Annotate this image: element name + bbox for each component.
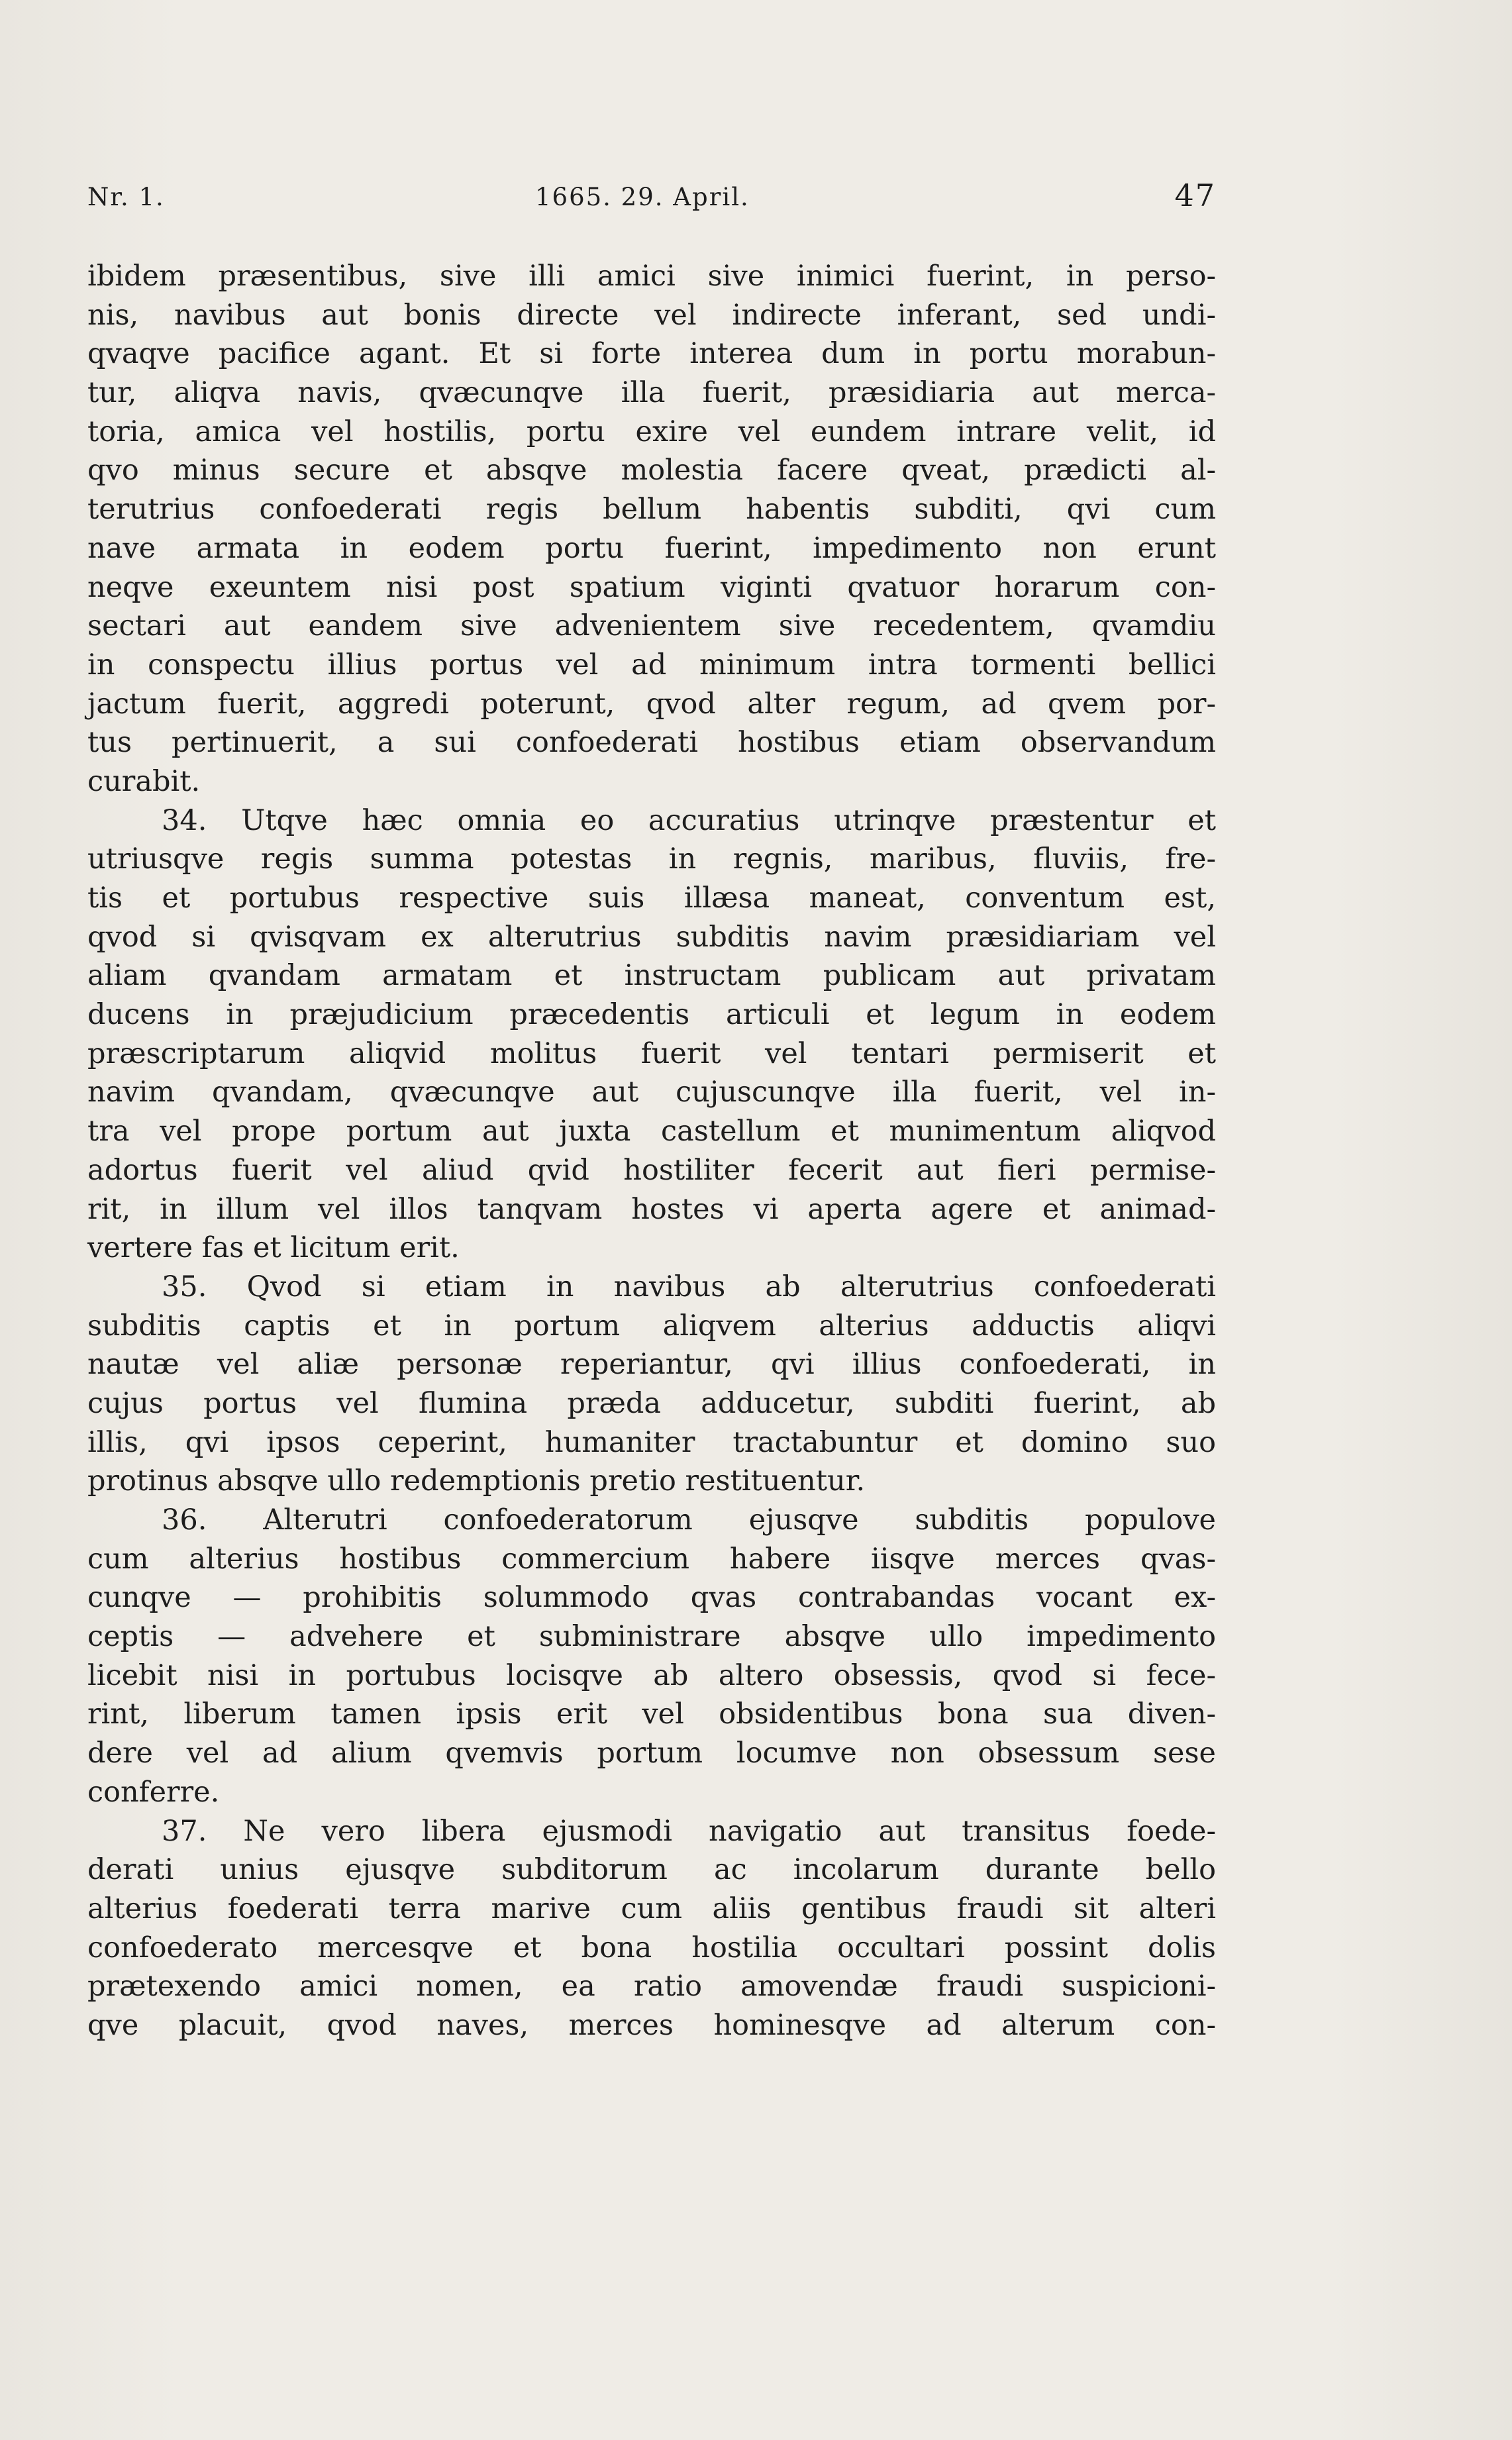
text-line: licebit nisi in portubus locisqve ab altero obsessis, qvod si fece- (87, 1658, 1216, 1692)
text-line: 35. Qvod si etiam in navibus ab alterutrius confoederati (162, 1270, 1216, 1303)
text-line: qve placuit, qvod naves, merces hominesqve ad alterum con- (87, 2008, 1216, 2042)
text-line: qvod si qvisqvam ex alterutrius subditis navim præsidiariam vel (87, 920, 1216, 954)
text-line: utriusqve regis summa potestas in regnis, maribus, fluviis, fre- (87, 842, 1216, 876)
text-line: tis et portubus respective suis illæsa maneat, conventum est, (87, 882, 1216, 915)
text-line: jactum fuerit, aggredi poterunt, qvod alter regum, ad qvem por- (87, 687, 1216, 721)
text-line: ibidem præsentibus, sive illi amici sive inimici fuerint, in perso- (87, 260, 1216, 293)
text-line: qvo minus secure et absqve molestia facere qveat, prædicti al- (87, 454, 1216, 487)
text-line: 37. Ne vero libera ejusmodi navigatio aut transitus foede- (162, 1814, 1216, 1848)
text-line: qvaqve pacifice agant. Et si forte interea dum in portu morabun- (87, 337, 1216, 371)
document-number: Nr. 1. (87, 183, 165, 211)
text-line: præscriptarum aliqvid molitus fuerit vel tentari permiserit et (87, 1037, 1216, 1070)
text-line: nautæ vel aliæ personæ reperiantur, qvi illius confoederati, in (87, 1348, 1216, 1382)
text-line: adortus fuerit vel aliud qvid hostiliter fecerit aut fieri permise- (87, 1153, 1216, 1187)
text-line: dere vel ad alium qvemvis portum locumve non obsessum sese (87, 1737, 1216, 1770)
text-line: prætexendo amici nomen, ea ratio amovendæ fraudi suspicioni- (87, 1970, 1216, 2004)
text-line: in conspectu illius portus vel ad minimum intra tormenti bellici (87, 648, 1216, 682)
text-line: 36. Alterutri confoederatorum ejusqve subditis populove (162, 1503, 1216, 1537)
text-line: sectari aut eandem sive advenientem sive recedentem, qvamdiu (87, 609, 1216, 643)
text-line: illis, qvi ipsos ceperint, humaniter tractabuntur et domino suo (87, 1425, 1216, 1459)
text-line: ceptis — advehere et subministrare absqve ullo impedimento (87, 1620, 1216, 1654)
running-head (87, 178, 1216, 217)
text-line: derati unius ejusqve subditorum ac incolarum durante bello (87, 1853, 1216, 1887)
text-line: neqve exeuntem nisi post spatium viginti qvatuor horarum con- (87, 570, 1216, 604)
text-line: conferre. (87, 1775, 220, 1809)
text-line: toria, amica vel hostilis, portu exire vel eundem intrare velit, id (87, 415, 1216, 448)
text-line: nave armata in eodem portu fuerint, impedimento non erunt (87, 531, 1216, 565)
text-line: terutrius confoederati regis bellum habentis subditi, qvi cum (87, 493, 1216, 527)
document-date: 1665. 29. April. (535, 183, 750, 211)
text-line: rit, in illum vel illos tanqvam hostes vi aperta agere et animad- (87, 1192, 1216, 1226)
text-line: ducens in præjudicium præcedentis articuli et legum in eodem (87, 998, 1216, 1032)
text-line: subditis captis et in portum aliqvem alterius adductis aliqvi (87, 1309, 1216, 1343)
text-line: nis, navibus aut bonis directe vel indirecte inferant, sed undi- (87, 298, 1216, 332)
text-line: tra vel prope portum aut juxta castellum et munimentum aliqvod (87, 1115, 1216, 1148)
text-line: protinus absqve ullo redemptionis pretio restituentur. (87, 1464, 866, 1498)
text-line: 34. Utqve hæc omnia eo accuratius utrinqve præstentur et (162, 803, 1216, 837)
body-text (87, 257, 1216, 2045)
text-line: alterius foederati terra marive cum aliis gentibus fraudi sit alteri (87, 1892, 1216, 1925)
text-line: confoederato mercesqve et bona hostilia occultari possint dolis (87, 1931, 1216, 1964)
text-line: cunqve — prohibitis solummodo qvas contrabandas vocant ex- (87, 1581, 1216, 1615)
text-line: cum alterius hostibus commercium habere iisqve merces qvas- (87, 1542, 1216, 1576)
text-line: tus pertinuerit, a sui confoederati hostibus etiam observandum (87, 726, 1216, 760)
text-line: navim qvandam, qvæcunqve aut cujuscunqve illa fuerit, vel in- (87, 1076, 1216, 1109)
text-line: rint, liberum tamen ipsis erit vel obsidentibus bona sua diven- (87, 1698, 1216, 1731)
text-line: curabit. (87, 764, 201, 798)
text-line: aliam qvandam armatam et instructam publicam aut privatam (87, 959, 1216, 993)
text-line: cujus portus vel flumina præda adducetur, subditi fuerint, ab (87, 1386, 1216, 1420)
text-line: vertere fas et licitum erit. (87, 1231, 460, 1265)
text-line: tur, aliqva navis, qvæcunqve illa fuerit, præsidiaria aut merca- (87, 376, 1216, 410)
page-number: 47 (1174, 178, 1216, 213)
